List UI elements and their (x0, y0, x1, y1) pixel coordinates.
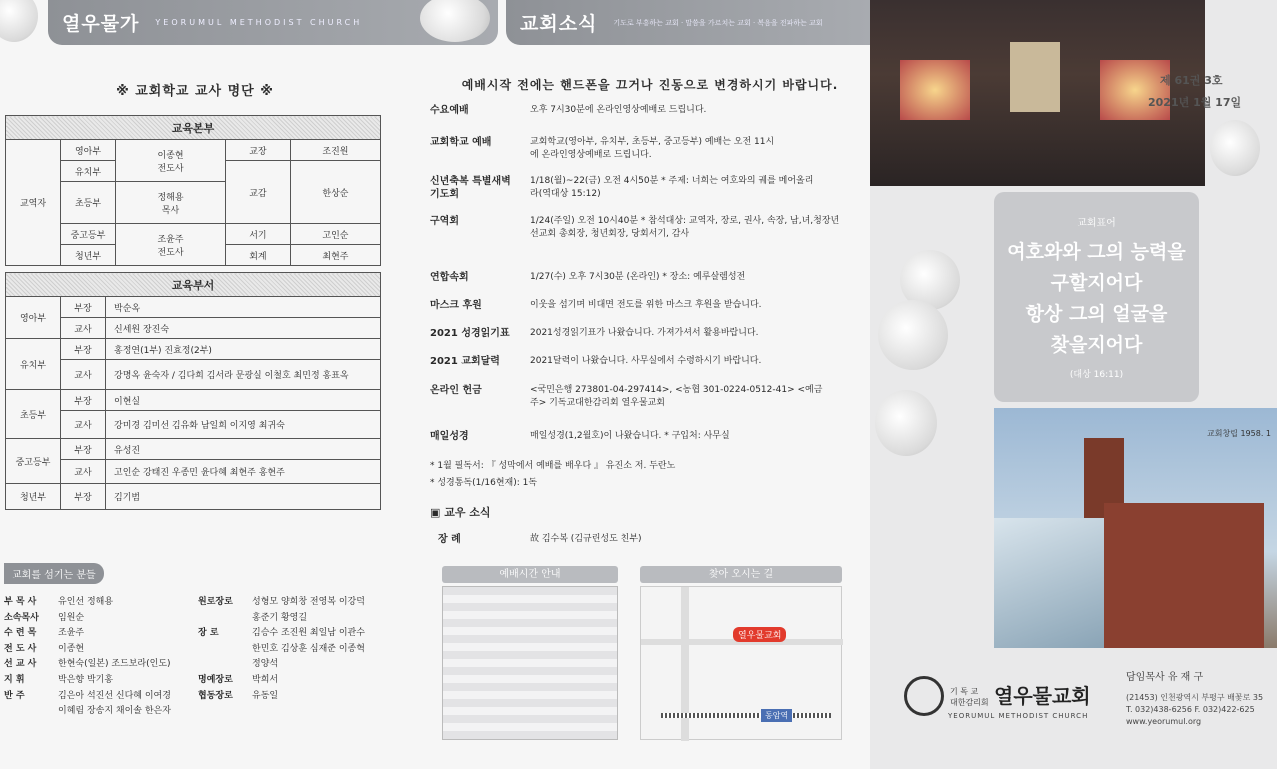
name-cell: 이현실 (106, 390, 381, 411)
servant-row (198, 642, 398, 658)
reading-note: * 1월 필독서: 『 성막에서 예배를 배우다 』 유진소 저. 두란노 (430, 461, 676, 471)
name-cell: 유성진 (106, 439, 381, 460)
bible-reading-note: * 성경통독(1/16현재): 1독 (430, 478, 538, 488)
news-label: 매일성경 (430, 431, 469, 442)
servant-row (198, 626, 398, 642)
cotton-decoration (0, 0, 38, 42)
motto-line: 찾을지어다 (1050, 334, 1143, 356)
church-name-en: YEORUMUL METHODIST CHURCH (948, 712, 1089, 720)
role-cell: 교장 (226, 140, 291, 161)
servant-names: 한현숙(일본) 조드보라(인도) (58, 659, 171, 670)
servant-names: 조윤주 (58, 628, 85, 639)
dept-cell: 중고등부 (61, 224, 116, 245)
servant-row (198, 611, 398, 627)
news-text: 2021성경읽기표가 나왔습니다. 가져가셔서 활용바랍니다. (530, 328, 759, 338)
role-cell: 부장 (61, 339, 106, 360)
servant-role: 소속목사 (4, 612, 39, 623)
servant-row (198, 657, 398, 673)
news-label: 온라인 헌금 (430, 385, 482, 396)
name-cell: 조진원 (290, 140, 380, 161)
news-label: 마스크 후원 (430, 300, 482, 311)
servant-names: 박희서 (252, 674, 279, 685)
name-cell: 고인순 강태진 우종민 윤다혜 최현주 홍현주 (106, 460, 381, 484)
title-cell: 전도사 (157, 163, 184, 174)
header-subtitle: YEORUMUL METHODIST CHURCH (155, 18, 363, 27)
motto-line: 여호와와 그의 능력을 (1007, 241, 1186, 263)
servant-names: 한민호 김상훈 심재준 이종혁 (252, 643, 365, 654)
dept-cell: 영아부 (61, 140, 116, 161)
servant-role (198, 657, 240, 673)
denomination-line: 대한감리회 (950, 698, 989, 707)
contact-info (1126, 692, 1277, 728)
name-cell: 강명옥 윤숙자 / 김다희 김서라 문광실 이철호 최민정 홍표옥 (106, 360, 381, 390)
section-title: 교육본부 (6, 116, 381, 140)
volume-number: 제 61권 3호 (1160, 74, 1223, 87)
news-label: 교회학교 예배 (430, 137, 492, 148)
railway-line (661, 713, 831, 718)
founded-label: 교회창립 1958. 1 (1207, 429, 1271, 438)
servant-row (4, 595, 194, 611)
dept-cell: 초등부 (6, 390, 61, 439)
name-cell: 김기범 (106, 484, 381, 510)
servant-names: 유인선 정해용 (58, 597, 114, 607)
servant-names: 김은아 석진선 신다혜 이여경 (58, 690, 171, 701)
title-cell: 전도사 (157, 247, 184, 258)
map-title: 찾아 오시는 길 (640, 566, 842, 583)
issue-date: 2021년 1월 17일 (1148, 96, 1242, 109)
denomination (950, 686, 989, 708)
church-logo-icon (904, 676, 944, 716)
name-cell: 한상순 (290, 161, 380, 224)
teacher-panel (0, 0, 430, 769)
name-cell: 강미경 김미선 김유화 남일희 이지영 최귀숙 (106, 411, 381, 439)
motto-box (994, 192, 1199, 402)
news-text: 2021달력이 나왔습니다. 사무실에서 수령하시기 바랍니다. (530, 356, 762, 366)
servant-role: 명예장로 (198, 674, 233, 685)
role-cell: 회계 (226, 245, 291, 266)
phone: T. 032)438-6256 F. 032)422-625 (1126, 705, 1255, 714)
news-text: 1/27(수) 오후 7시30분 (온라인) * 장소: 예루살렘성전 (530, 272, 746, 282)
station-label: 동암역 (761, 709, 792, 722)
section-title: 교육부서 (6, 273, 381, 297)
servant-names: 정양석 (252, 659, 279, 670)
role-cell: 부장 (61, 390, 106, 411)
denomination-line: 기 독 교 (950, 687, 979, 696)
servant-role: 협동장로 (198, 690, 233, 701)
servant-names: 임원순 (58, 612, 85, 623)
servant-row (4, 657, 194, 673)
servant-names: 박은향 박기홍 (58, 674, 114, 685)
dept-cell: 유치부 (61, 161, 116, 182)
church-building-photo (994, 408, 1277, 648)
schedule-title: 예배시간 안내 (442, 566, 618, 583)
servant-row (4, 611, 194, 627)
header-title: 교회소식 (520, 13, 598, 35)
cotton-decoration (875, 390, 937, 456)
servant-role (198, 611, 240, 627)
address: (21453) 인천광역시 부평구 배꽃로 35 (1126, 693, 1264, 702)
news-text: <국민은행 273801-04-297414>, <농협 301-0224-0512-41> <예금주> 기독교대한감리회 열우물교회 (530, 385, 823, 408)
role-cell: 부장 (61, 484, 106, 510)
servant-role: 원로장로 (198, 597, 233, 607)
news-label: 수요예배 (430, 105, 469, 116)
news-text: 1/18(월)~22(금) 오전 4시50분 * 주제: 너희는 여호와의 궤를 메어올리라(역대상 15:12) (530, 176, 814, 199)
name-cell: 고인순 (290, 224, 380, 245)
news-label: 2021 성경읽기표 (430, 328, 510, 339)
senior-pastor: 담임목사 유 재 구 (1126, 672, 1204, 683)
motto-line: 구할지어다 (1050, 272, 1143, 294)
servant-role (4, 704, 46, 720)
header-title: 열우물가 (62, 13, 140, 35)
dept-cell: 유치부 (6, 339, 61, 390)
news-text: 교회학교(영아부, 유치부, 초등부, 중고등부) 예배는 오전 11시에 온라인영상예배로 드립니다. (530, 137, 775, 160)
news-label: 2021 교회달력 (430, 356, 500, 367)
role-cell: 교사 (61, 318, 106, 339)
dept-cell: 청년부 (61, 245, 116, 266)
servant-role: 장 로 (198, 628, 219, 639)
schedule-table (442, 586, 618, 740)
servant-names: 이종현 (58, 643, 85, 654)
role-cell: 교사 (61, 411, 106, 439)
header-bar (506, 0, 870, 45)
servant-row (4, 673, 194, 689)
news-text: 매일성경(1,2월호)이 나왔습니다. * 구입처: 사무실 (530, 431, 730, 441)
name-cell: 조윤주 (157, 234, 184, 245)
news-text: 이웃을 섬기며 비대면 전도를 위한 마스크 후원을 받습니다. (530, 300, 762, 310)
name-cell: 신세원 장진숙 (106, 318, 381, 339)
servant-role: 지 휘 (4, 674, 25, 685)
servant-row (198, 595, 398, 611)
news-label: 구역회 (430, 216, 459, 227)
group-cell: 교역자 (6, 140, 61, 266)
servant-role (198, 642, 240, 658)
role-cell: 부장 (61, 439, 106, 460)
dept-cell: 초등부 (61, 182, 116, 224)
role-cell: 부장 (61, 297, 106, 318)
news-text: 오후 7시30분에 온라인영상예배로 드립니다. (530, 105, 707, 115)
location-map (640, 586, 842, 740)
news-label: 장 례 (438, 534, 461, 545)
news-label: 연합속회 (430, 272, 469, 283)
servant-row (4, 642, 194, 658)
cotton-decoration (878, 300, 948, 370)
flower-arrangement (1100, 60, 1170, 120)
motto-reference: (대상 16:11) (1069, 370, 1124, 380)
cover-panel (870, 0, 1277, 769)
header-subtitle: 기도로 부흥하는 교회 · 말씀을 가르치는 교회 · 복음을 전파하는 교회 (613, 18, 823, 27)
name-cell: 홍정연(1부) 진효정(2부) (106, 339, 381, 360)
servant-names: 김승수 조진원 최일남 이관수 (252, 628, 365, 639)
servant-row (4, 626, 194, 642)
servant-role: 반 주 (4, 690, 25, 701)
education-dept-table (5, 272, 381, 510)
title-cell: 목사 (161, 205, 180, 216)
motto-label: 교회표어 (1077, 218, 1116, 229)
servant-row (198, 689, 398, 705)
servant-role: 전 도 사 (4, 643, 37, 654)
servant-role: 선 교 사 (4, 659, 37, 670)
role-cell: 교감 (226, 161, 291, 224)
teacher-list-heading: ※ 교회학교 교사 명단 ※ (116, 84, 274, 99)
name-cell: 최현주 (290, 245, 380, 266)
glass-facade (994, 518, 1104, 648)
servant-role: 수 련 목 (4, 628, 37, 639)
news-text: 1/24(주일) 오전 10시40분 * 참석대상: 교역자, 장로, 권사, 속장, 남,녀,청장년선교회 총회장, 청년회장, 당회서기, 감사 (530, 216, 840, 239)
motto-line: 항상 그의 얼굴을 (1025, 303, 1168, 325)
education-hq-table (5, 115, 381, 266)
pulpit (1010, 42, 1060, 112)
worship-photo (870, 0, 1205, 186)
flower-arrangement (900, 60, 970, 120)
servant-names: 성형모 양희창 전영복 이강덕 (252, 597, 365, 607)
role-cell: 교사 (61, 360, 106, 390)
phone-notice: 예배시작 전에는 핸드폰을 끄거나 진동으로 변경하시기 바랍니다. (461, 78, 839, 92)
map-church-marker: 열우물교회 (733, 627, 786, 642)
cotton-decoration (1210, 120, 1260, 176)
servant-row (198, 673, 398, 689)
servant-role: 부 목 사 (4, 597, 37, 607)
servants-list-right (198, 595, 398, 704)
website-link[interactable]: www.yeorumul.org (1126, 717, 1202, 726)
servants-list-left (4, 595, 194, 720)
dept-cell: 중고등부 (6, 439, 61, 484)
servant-names: 이혜림 장송지 채이솔 한은자 (58, 706, 171, 717)
name-cell: 이종현 (157, 150, 184, 161)
role-cell: 교사 (61, 460, 106, 484)
name-cell: 정해용 (157, 192, 184, 203)
servant-names: 홍준기 황영길 (252, 612, 308, 623)
news-text: 故 김수복 (김규린성도 친부) (530, 534, 642, 544)
servant-names: 유동일 (252, 690, 279, 701)
name-cell: 박순옥 (106, 297, 381, 318)
member-news-title: ▣ 교우 소식 (430, 506, 491, 519)
church-name: 열우물교회 (994, 684, 1091, 708)
servant-row (4, 704, 194, 720)
role-cell: 서기 (226, 224, 291, 245)
church-wall (1104, 503, 1264, 648)
servants-heading: 교회를 섬기는 분들 (4, 563, 104, 584)
church-news-panel (430, 0, 870, 769)
news-label: 신년축복 특별새벽기도회 (430, 176, 511, 200)
dept-cell: 영아부 (6, 297, 61, 339)
servant-row (4, 689, 194, 705)
dept-cell: 청년부 (6, 484, 61, 510)
